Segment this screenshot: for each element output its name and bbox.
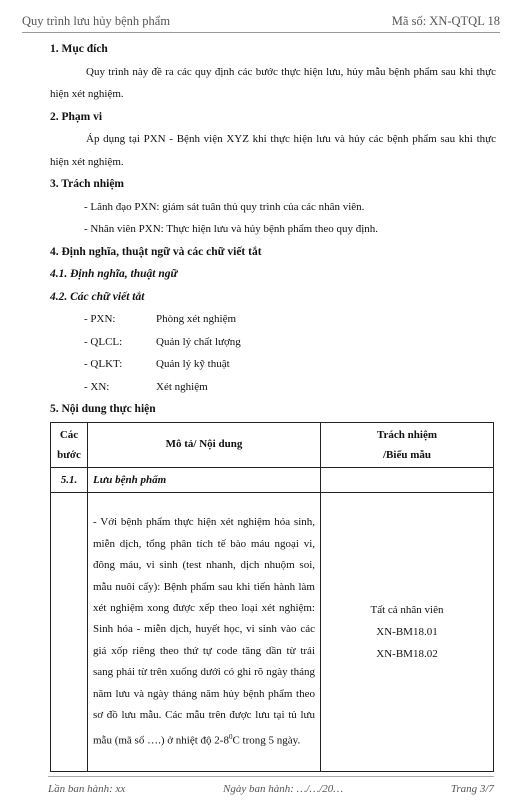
step-empty-cell bbox=[51, 493, 88, 772]
responsible-staff: Tất cả nhân viên bbox=[370, 604, 444, 616]
header-responsibility-line1: Trách nhiệm bbox=[377, 428, 437, 441]
abbreviation-key: - QLKT: bbox=[84, 358, 123, 370]
header-responsibility-line2: /Biểu mẫu bbox=[383, 448, 431, 461]
header-steps-line1: Các bbox=[59, 428, 79, 441]
document-code: Mã số: XN-QTQL 18 bbox=[391, 14, 500, 28]
edition-label: Lần ban hành: xx bbox=[48, 783, 126, 795]
issue-date: Ngày ban hành: …/…/20… bbox=[223, 783, 344, 795]
step-description-text: - Với bệnh phẩm thực hiện xét nghiệm hóa sinh, miễn dịch, tổng phân tích tế bào máu ngoại vi, đông máu, vi sinh (test nhanh, dịch nhuộm soi, mẫu nuôi cấy): Bệnh phẩm sau khi tiến hành làm xét nghiệm xong được xếp theo loại xét nghiệm: Sinh hóa - miễn dịch, huyết học, vi sinh vào các giá xốp riêng theo thứ tự code tăng dần từ trái sang phải từ trên xuống dưới có ghi rõ ngày tháng năm lưu và ngày tháng năm hủy bệnh phẩm theo sơ đồ lưu mẫu. Các mẫu trên được lưu tại tủ lưu mẫu (mã số ….) ở nhiệt độ 2-8 bbox=[93, 516, 315, 747]
abbreviation-row bbox=[50, 331, 496, 354]
step-title-responsibility bbox=[321, 467, 494, 493]
abbreviation-key: - PXN: bbox=[84, 313, 116, 325]
header-steps-line2: bước bbox=[57, 448, 81, 461]
responsibility-item: - Lãnh đạo PXN: giám sát tuân thủ quy trình của các nhân viên. bbox=[84, 200, 365, 213]
table-row bbox=[51, 467, 494, 493]
form-code: XN-BM18.02 bbox=[376, 648, 438, 660]
abbreviation-row bbox=[50, 376, 496, 399]
page-number: Trang 3/7 bbox=[450, 783, 494, 795]
header-responsibility bbox=[321, 422, 494, 467]
abbreviation-value: Phòng xét nghiệm bbox=[156, 313, 237, 325]
abbreviation-value: Quản lý kỹ thuật bbox=[156, 358, 230, 370]
section-4-heading: 4. Định nghĩa, thuật ngữ và các chữ viết tắt bbox=[50, 245, 262, 258]
abbreviation-value: Xét nghiệm bbox=[156, 380, 208, 393]
header-description: Mô tả/ Nội dung bbox=[88, 422, 321, 467]
section-2-heading: 2. Phạm vi bbox=[50, 110, 103, 123]
header-steps bbox=[51, 422, 88, 467]
page-header bbox=[22, 10, 500, 33]
section-1-text: Quy trình này đề ra các quy định các bước thực hiện lưu, hủy mẫu bệnh phẩm sau khi thực hiện xét nghiệm. bbox=[50, 65, 496, 100]
step-responsibility bbox=[321, 493, 494, 772]
table-header-row bbox=[51, 422, 494, 467]
step-description-end: C trong 5 ngày. bbox=[232, 734, 301, 747]
abbreviation-row bbox=[50, 353, 496, 376]
step-number: 5.1. bbox=[51, 467, 88, 493]
section-2-text: Áp dụng tại PXN - Bệnh viện XYZ khi thực hiện lưu và hủy các bệnh phẩm sau khi thực hiện xét nghiệm. bbox=[50, 133, 496, 168]
degree-superscript: 0 bbox=[228, 732, 233, 741]
document-body bbox=[50, 38, 496, 772]
page-footer bbox=[48, 776, 494, 801]
document-title: Quy trình lưu hủy bệnh phẩm bbox=[22, 14, 171, 28]
abbreviation-row bbox=[50, 308, 496, 331]
procedure-table bbox=[50, 422, 494, 773]
step-title: Lưu bệnh phẩm bbox=[88, 467, 321, 493]
section-4-2-heading: 4.2. Các chữ viết tắt bbox=[50, 290, 145, 303]
section-1-heading: 1. Mục đích bbox=[50, 43, 108, 55]
section-5-heading: 5. Nội dung thực hiện bbox=[50, 403, 156, 415]
table-row bbox=[51, 493, 494, 772]
abbreviation-value: Quản lý chất lượng bbox=[156, 335, 241, 348]
responsibility-item: - Nhân viên PXN: Thực hiện lưu và hủy bệnh phẩm theo quy định. bbox=[84, 223, 379, 235]
abbreviation-key: - XN: bbox=[84, 380, 110, 393]
section-4-1-heading: 4.1. Định nghĩa, thuật ngữ bbox=[50, 268, 178, 280]
form-code: XN-BM18.01 bbox=[376, 626, 438, 638]
abbreviation-key: - QLCL: bbox=[84, 335, 123, 348]
step-description bbox=[88, 493, 321, 772]
section-3-heading: 3. Trách nhiệm bbox=[50, 178, 125, 190]
